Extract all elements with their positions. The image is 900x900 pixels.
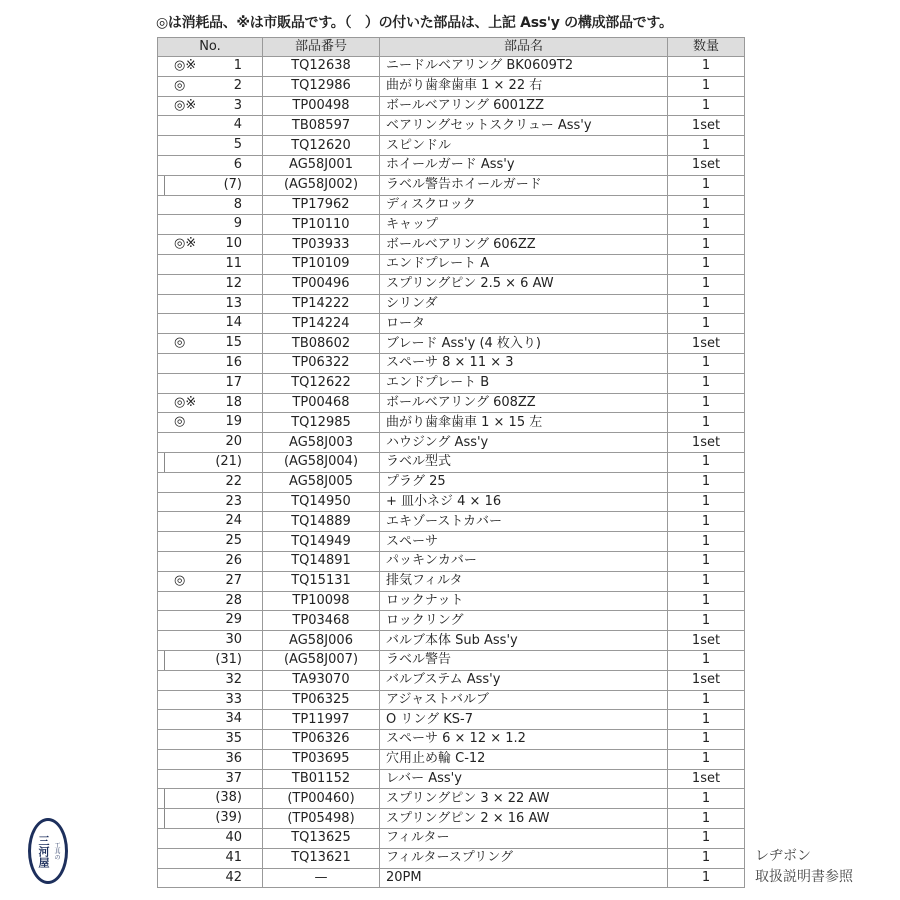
cell-part-number: TA93070 [263, 670, 380, 690]
cell-part-name: 排気フィルタ [380, 571, 668, 591]
cell-part-name: ボールベアリング 608ZZ [380, 393, 668, 413]
item-number: 27 [225, 572, 242, 588]
cell-qty: 1 [668, 551, 745, 571]
cell-part-number: TQ13621 [263, 848, 380, 868]
cell-qty: 1set [668, 116, 745, 136]
cell-part-name: スペーサ 8 × 11 × 3 [380, 353, 668, 373]
cell-part-number: TB08597 [263, 116, 380, 136]
item-number: 33 [225, 691, 242, 707]
cell-qty: 1 [668, 690, 745, 710]
cell-no [158, 848, 263, 868]
table-row [158, 452, 745, 472]
cell-qty: 1 [668, 136, 745, 156]
cell-qty: 1 [668, 353, 745, 373]
cell-part-number: TQ12986 [263, 76, 380, 96]
cell-qty: 1 [668, 195, 745, 215]
table-row [158, 57, 745, 77]
cell-part-name: + 皿小ネジ 4 × 16 [380, 492, 668, 512]
cell-no [158, 749, 263, 769]
header-part-number: 部品番号 [263, 38, 380, 57]
table-row [158, 551, 745, 571]
legend-note: ◎は消耗品、※は市販品です。（ ）の付いた部品は、上記 Ass'y の構成部品です。 [156, 15, 673, 31]
cell-part-name: ラベル型式 [380, 452, 668, 472]
table-row [158, 512, 745, 532]
table-row [158, 710, 745, 730]
item-number: 36 [225, 750, 242, 766]
cell-qty: 1 [668, 868, 745, 888]
cell-part-name: ディスクロック [380, 195, 668, 215]
item-number: 16 [225, 354, 242, 370]
cell-qty: 1 [668, 848, 745, 868]
consumable-mark: ◎ [174, 414, 186, 430]
cell-no [158, 631, 263, 651]
cell-part-name: ロックリング [380, 611, 668, 631]
cell-qty: 1set [668, 334, 745, 354]
cell-no [158, 670, 263, 690]
cell-part-name: 20PM [380, 868, 668, 888]
cell-part-name: ハウジング Ass'y [380, 433, 668, 453]
cell-no [158, 730, 263, 750]
cell-no [158, 294, 263, 314]
logo-main-text: 三河屋 [37, 834, 50, 868]
cell-no [158, 155, 263, 175]
cell-part-number: (AG58J004) [263, 452, 380, 472]
cell-qty: 1 [668, 76, 745, 96]
table-row [158, 730, 745, 750]
cell-part-number: TP14224 [263, 314, 380, 334]
cell-no [158, 769, 263, 789]
item-number: 42 [225, 869, 242, 885]
table-row [158, 769, 745, 789]
table-row [158, 868, 745, 888]
table-row [158, 254, 745, 274]
cell-part-name: スピンドル [380, 136, 668, 156]
cell-part-number: TQ14891 [263, 551, 380, 571]
item-number: 3 [233, 97, 242, 113]
table-row [158, 789, 745, 809]
cell-part-number: TQ12622 [263, 373, 380, 393]
cell-qty: 1 [668, 492, 745, 512]
cell-part-name: スペーサ [380, 532, 668, 552]
table-row [158, 690, 745, 710]
table-row [158, 76, 745, 96]
cell-part-name: ラベル警告ホイールガード [380, 175, 668, 195]
cell-part-name: 曲がり歯傘歯車 1 × 22 右 [380, 76, 668, 96]
table-row [158, 631, 745, 651]
table-row [158, 433, 745, 453]
cell-part-name: レバー Ass'y [380, 769, 668, 789]
item-number: (7) [223, 176, 242, 192]
cell-part-number: TP06325 [263, 690, 380, 710]
cell-part-number: TP06326 [263, 730, 380, 750]
cell-no [158, 809, 263, 829]
cell-part-name: バルブステム Ass'y [380, 670, 668, 690]
cell-qty: 1 [668, 650, 745, 670]
cell-part-number: (TP00460) [263, 789, 380, 809]
cell-part-number: AG58J005 [263, 472, 380, 492]
cell-no [158, 532, 263, 552]
cell-part-name: スプリングピン 3 × 22 AW [380, 789, 668, 809]
cell-part-name: ベアリングセットスクリュー Ass'y [380, 116, 668, 136]
cell-qty: 1set [668, 670, 745, 690]
cell-part-number: AG58J003 [263, 433, 380, 453]
cell-qty: 1 [668, 57, 745, 77]
cell-no [158, 314, 263, 334]
item-number: 8 [233, 196, 242, 212]
cell-part-number: TQ15131 [263, 571, 380, 591]
item-number: 23 [225, 493, 242, 509]
cell-no [158, 829, 263, 849]
cell-part-number: TP03695 [263, 749, 380, 769]
side-note-manual: 取扱説明書参照 [755, 869, 853, 885]
cell-part-name: ボールベアリング 606ZZ [380, 235, 668, 255]
cell-part-number: TB08602 [263, 334, 380, 354]
cell-qty: 1 [668, 413, 745, 433]
table-row [158, 848, 745, 868]
cell-part-number: TQ12620 [263, 136, 380, 156]
item-number: 18 [225, 394, 242, 410]
table-row [158, 155, 745, 175]
cell-part-name: 曲がり歯傘歯車 1 × 15 左 [380, 413, 668, 433]
table-row [158, 829, 745, 849]
cell-part-name: バルブ本体 Sub Ass'y [380, 631, 668, 651]
item-number: 32 [225, 671, 242, 687]
cell-no [158, 472, 263, 492]
cell-no [158, 353, 263, 373]
cell-qty: 1 [668, 749, 745, 769]
item-number: (21) [215, 453, 242, 469]
cell-part-number: TB01152 [263, 769, 380, 789]
consumable-mark: ◎※ [174, 97, 197, 113]
cell-qty: 1 [668, 294, 745, 314]
cell-part-number: TQ12638 [263, 57, 380, 77]
cell-part-name: キャップ [380, 215, 668, 235]
item-number: (38) [215, 790, 242, 806]
cell-qty: 1 [668, 571, 745, 591]
item-number: 2 [233, 77, 242, 93]
item-number: 1 [233, 58, 242, 73]
cell-part-number: TQ13625 [263, 829, 380, 849]
cell-qty: 1 [668, 472, 745, 492]
table-row [158, 393, 745, 413]
cell-no [158, 433, 263, 453]
cell-no [158, 57, 263, 77]
item-number: 12 [225, 275, 242, 291]
cell-no [158, 512, 263, 532]
cell-qty: 1 [668, 235, 745, 255]
cell-qty: 1 [668, 710, 745, 730]
cell-no [158, 136, 263, 156]
parts-table [157, 37, 745, 888]
item-number: 17 [225, 374, 242, 390]
table-row [158, 670, 745, 690]
cell-part-name: スプリングピン 2.5 × 6 AW [380, 274, 668, 294]
cell-part-number: TQ14950 [263, 492, 380, 512]
table-row [158, 334, 745, 354]
item-number: 29 [225, 612, 242, 628]
item-number: 20 [225, 434, 242, 450]
cell-part-name: フィルター [380, 829, 668, 849]
cell-part-number: TQ12985 [263, 413, 380, 433]
cell-part-number: TQ14889 [263, 512, 380, 532]
table-row [158, 492, 745, 512]
item-number: 40 [225, 830, 242, 846]
table-row [158, 353, 745, 373]
cell-qty: 1 [668, 96, 745, 116]
cell-no [158, 571, 263, 591]
table-row [158, 809, 745, 829]
cell-no [158, 96, 263, 116]
cell-part-number: TP10110 [263, 215, 380, 235]
cell-no [158, 690, 263, 710]
consumable-mark: ◎※ [174, 394, 197, 410]
item-number: 28 [225, 592, 242, 608]
cell-part-name: ロータ [380, 314, 668, 334]
item-number: 30 [225, 632, 242, 648]
item-number: 19 [225, 414, 242, 430]
table-row [158, 650, 745, 670]
cell-qty: 1 [668, 591, 745, 611]
cell-part-number: AG58J006 [263, 631, 380, 651]
table-row [158, 215, 745, 235]
shop-logo [28, 818, 68, 884]
cell-part-name: エンドプレート B [380, 373, 668, 393]
logo-small-text: 工具の [53, 842, 60, 860]
item-number: 35 [225, 731, 242, 747]
cell-part-name: 穴用止め輪 C-12 [380, 749, 668, 769]
cell-part-number: TP06322 [263, 353, 380, 373]
cell-qty: 1 [668, 254, 745, 274]
cell-no [158, 611, 263, 631]
cell-part-name: エキゾーストカバー [380, 512, 668, 532]
cell-part-name: スプリングピン 2 × 16 AW [380, 809, 668, 829]
item-number: (39) [215, 810, 242, 826]
side-note-product: レヂボン [755, 848, 811, 864]
cell-no [158, 254, 263, 274]
cell-part-name: O リング KS-7 [380, 710, 668, 730]
item-number: 6 [233, 156, 242, 172]
cell-no [158, 334, 263, 354]
cell-part-name: パッキンカバー [380, 551, 668, 571]
table-row [158, 96, 745, 116]
cell-no [158, 591, 263, 611]
cell-part-number: TP03468 [263, 611, 380, 631]
header-no: No. [158, 38, 263, 57]
cell-no [158, 116, 263, 136]
cell-part-number: TP14222 [263, 294, 380, 314]
cell-part-number: TP03933 [263, 235, 380, 255]
header-qty: 数量 [668, 38, 745, 57]
cell-no [158, 76, 263, 96]
cell-part-name: ブレード Ass'y (4 枚入り) [380, 334, 668, 354]
item-number: 34 [225, 711, 242, 727]
cell-no [158, 215, 263, 235]
cell-qty: 1 [668, 532, 745, 552]
table-row [158, 571, 745, 591]
cell-qty: 1set [668, 769, 745, 789]
cell-no [158, 551, 263, 571]
cell-qty: 1 [668, 512, 745, 532]
cell-qty: 1 [668, 215, 745, 235]
cell-qty: 1 [668, 789, 745, 809]
consumable-mark: ◎※ [174, 236, 197, 252]
cell-part-number: TP00498 [263, 96, 380, 116]
item-number: 37 [225, 770, 242, 786]
table-row [158, 749, 745, 769]
table-row [158, 294, 745, 314]
cell-qty: 1 [668, 314, 745, 334]
cell-no [158, 650, 263, 670]
cell-qty: 1set [668, 155, 745, 175]
cell-part-name: ラベル警告 [380, 650, 668, 670]
consumable-mark: ◎ [174, 77, 186, 93]
cell-qty: 1 [668, 730, 745, 750]
cell-part-name: シリンダ [380, 294, 668, 314]
consumable-mark: ◎ [174, 572, 186, 588]
cell-part-name: ニードルベアリング BK0609T2 [380, 57, 668, 77]
cell-qty: 1 [668, 373, 745, 393]
item-number: 5 [233, 137, 242, 153]
cell-part-number: TQ14949 [263, 532, 380, 552]
item-number: 14 [225, 315, 242, 331]
consumable-mark: ◎※ [174, 58, 197, 73]
cell-no [158, 868, 263, 888]
cell-part-number: TP10098 [263, 591, 380, 611]
item-number: 22 [225, 473, 242, 489]
cell-no [158, 710, 263, 730]
cell-part-name: フィルタースプリング [380, 848, 668, 868]
item-number: 15 [225, 335, 242, 351]
cell-qty: 1 [668, 829, 745, 849]
cell-no [158, 235, 263, 255]
cell-no [158, 452, 263, 472]
cell-no [158, 274, 263, 294]
table-header [158, 38, 745, 57]
item-number: 10 [225, 236, 242, 252]
table-row [158, 314, 745, 334]
item-number: (31) [215, 651, 242, 667]
table-row [158, 611, 745, 631]
cell-part-name: ロックナット [380, 591, 668, 611]
table-row [158, 274, 745, 294]
cell-qty: 1 [668, 175, 745, 195]
cell-part-number: TP10109 [263, 254, 380, 274]
consumable-mark: ◎ [174, 335, 186, 351]
header-part-name: 部品名 [380, 38, 668, 57]
item-number: 41 [225, 849, 242, 865]
item-number: 4 [233, 117, 242, 133]
cell-part-name: ホイールガード Ass'y [380, 155, 668, 175]
cell-no [158, 413, 263, 433]
cell-no [158, 195, 263, 215]
table-row [158, 373, 745, 393]
cell-part-name: プラグ 25 [380, 472, 668, 492]
item-number: 11 [225, 255, 242, 271]
cell-part-name: スペーサ 6 × 12 × 1.2 [380, 730, 668, 750]
cell-qty: 1 [668, 809, 745, 829]
cell-part-number: (AG58J007) [263, 650, 380, 670]
cell-no [158, 175, 263, 195]
table-row [158, 136, 745, 156]
table-row [158, 116, 745, 136]
cell-part-number: TP00468 [263, 393, 380, 413]
cell-qty: 1 [668, 611, 745, 631]
cell-part-number: (TP05498) [263, 809, 380, 829]
cell-qty: 1set [668, 631, 745, 651]
cell-qty: 1 [668, 452, 745, 472]
item-number: 25 [225, 533, 242, 549]
cell-no [158, 373, 263, 393]
cell-part-number: — [263, 868, 380, 888]
table-row [158, 532, 745, 552]
cell-part-number: TP00496 [263, 274, 380, 294]
cell-part-name: ボールベアリング 6001ZZ [380, 96, 668, 116]
cell-qty: 1 [668, 393, 745, 413]
item-number: 24 [225, 513, 242, 529]
table-row [158, 195, 745, 215]
table-row [158, 235, 745, 255]
item-number: 9 [233, 216, 242, 232]
table-row [158, 175, 745, 195]
table-row [158, 413, 745, 433]
cell-part-name: アジャストバルブ [380, 690, 668, 710]
cell-part-number: TP11997 [263, 710, 380, 730]
item-number: 26 [225, 552, 242, 568]
cell-part-number: (AG58J002) [263, 175, 380, 195]
cell-no [158, 789, 263, 809]
table-row [158, 591, 745, 611]
item-number: 13 [225, 295, 242, 311]
cell-part-number: TP17962 [263, 195, 380, 215]
cell-no [158, 393, 263, 413]
cell-qty: 1set [668, 433, 745, 453]
table-row [158, 472, 745, 492]
cell-qty: 1 [668, 274, 745, 294]
cell-part-number: AG58J001 [263, 155, 380, 175]
cell-no [158, 492, 263, 512]
cell-part-name: エンドプレート A [380, 254, 668, 274]
